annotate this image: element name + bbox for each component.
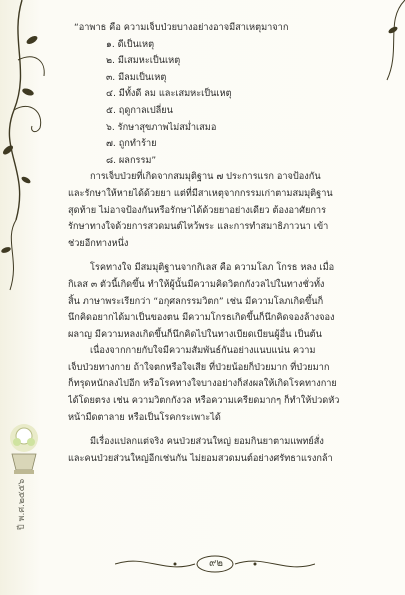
list-item: ๗. ถูกทำร้าย bbox=[106, 138, 157, 150]
paragraph-line: สุดท้าย ไม่อาจป้องกันหรือรักษาได้ด้วยยาอย่างเดียว ต้องอาศัยการ bbox=[68, 204, 327, 216]
list-item: ๖. รักษาสุขภาพไม่สม่ำเสมอ bbox=[106, 121, 217, 133]
paragraph-line: และรักษาให้หายได้ด้วยยา แต่ที่มีสาเหตุจากกรรมเก่าตามสมมุติฐาน bbox=[68, 187, 333, 199]
paragraph-line: และคนป่วยส่วนใหญ่อีกเช่นกัน ไม่ยอมสวดมนต์อย่างศรัทธาแรงกล้า bbox=[68, 452, 333, 464]
page-number: ๙๒ bbox=[209, 558, 223, 569]
paragraph-line: เนื่องจากกายกับใจมีความสัมพันธ์กันอย่างแนบแน่น ความ bbox=[90, 345, 316, 357]
list-item: ๓. มีลมเป็นเหตุ bbox=[106, 71, 167, 83]
list-item: ๔. มีทั้งดี ลม และเสมหะเป็นเหตุ bbox=[106, 88, 232, 100]
paragraph-line: ผลาญ มีความหลงเกิดขึ้นก็นึกคิดไปในทางเบียดเบียนผู้อื่น เป็นต้น bbox=[68, 328, 322, 340]
body-text bbox=[68, 20, 386, 467]
list-item: ๑. ดีเป็นเหตุ bbox=[106, 38, 155, 50]
paragraph-line: ช่วยอีกทางหนึ่ง bbox=[68, 237, 129, 249]
quote-intro: “อาพาธ คือ ความเจ็บป่วยบางอย่างอาจมีสาเหตุมาจาก bbox=[74, 22, 289, 33]
paragraph-line: กิเลส ๓ ตัวนี้เกิดขึ้น ทำให้ผู้นั้นมีความคิดวิตกกังวลไปในทางชั่วทั้ง bbox=[68, 278, 325, 290]
list-item: ๒. มีเสมหะเป็นเหตุ bbox=[106, 55, 181, 67]
flower-pot-icon bbox=[4, 420, 44, 482]
paragraph-line: นึกคิดอยากได้มาเป็นของตน มีความโกรธเกิดขึ้นก็นึกคิดจองล้างจอง bbox=[68, 312, 335, 324]
paragraph-line: โรคทางใจ มีสมมุติฐานจากกิเลส คือ ความโลภ โกรธ หลง เมื่อ bbox=[90, 262, 335, 274]
paragraph-line: เจ็บป่วยทางกาย ถ้าใจตกหรือใจเสีย ที่ป่วยน้อยก็ป่วยมาก ที่ป่วยมาก bbox=[68, 361, 330, 373]
vine-ornament-icon bbox=[0, 0, 60, 595]
paragraph-line: สิ้น ภาษาพระเรียกว่า “อกุศลกรรมวิตก” เช่น มีความโลภเกิดขึ้นก็ bbox=[68, 295, 324, 307]
paragraph-line: ได้โดยตรง เช่น ความวิตกกังวล หรือความเครียดมากๆ ก็ทำให้ปวดหัว bbox=[68, 395, 340, 407]
list-item: ๘. ผลกรรม” bbox=[106, 154, 157, 166]
paragraph-line: หน้ามืดตาลาย หรือเป็นโรคกระเพาะได้ bbox=[68, 411, 221, 423]
paragraph-line: รักษาทางใจด้วยการสวดมนต์ไหว้พระ และการทำสมาธิภาวนา เข้า bbox=[68, 221, 329, 233]
list-item: ๕. ฤดูกาลเปลี่ยน bbox=[106, 104, 173, 116]
paragraph-line: มีเรื่องแปลกแต่จริง คนป่วยส่วนใหญ่ ยอมกินยาตามแพทย์สั่ง bbox=[90, 436, 324, 448]
book-year-label: ปี พ.ศ.๒๕๕๖ bbox=[17, 478, 27, 530]
paragraph-line: ก็ทรุดหนักลงไปอีก หรือโรคทางใจบางอย่างก็ส่งผลให้เกิดโรคทางกาย bbox=[68, 378, 337, 390]
paragraph-line: การเจ็บป่วยที่เกิดจากสมมุติฐาน ๗ ประการแรก อาจป้องกัน bbox=[90, 171, 321, 183]
